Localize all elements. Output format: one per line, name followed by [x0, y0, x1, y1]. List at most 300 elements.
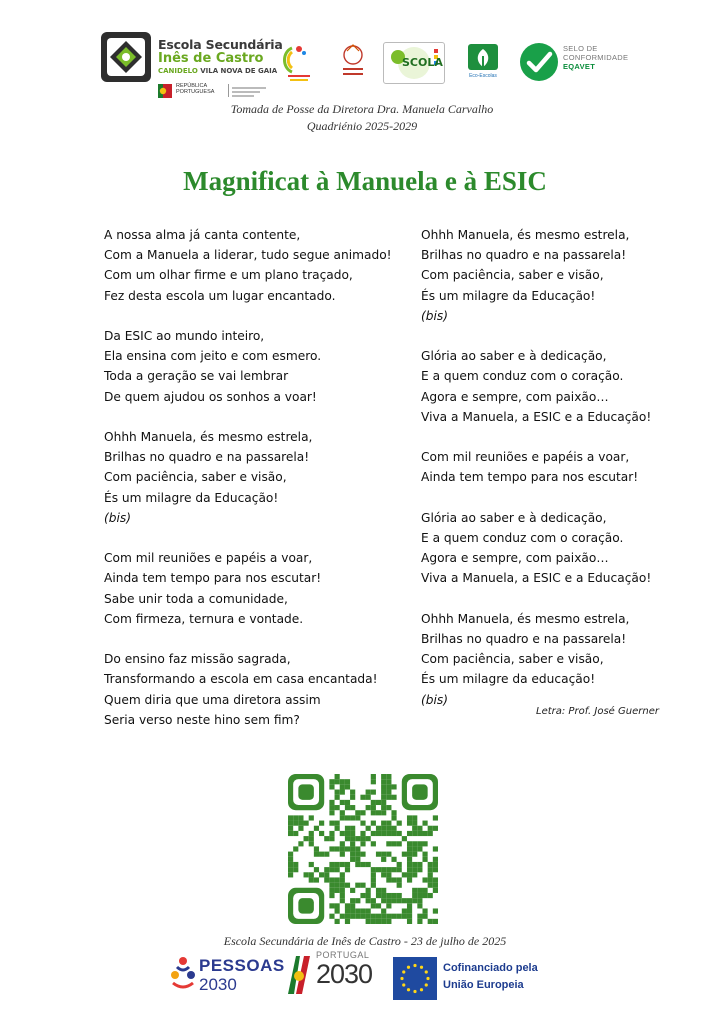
qr-module [391, 831, 396, 836]
qr-module [391, 810, 396, 815]
eu-star [402, 970, 405, 973]
stanza-gap [421, 326, 651, 346]
qr-module [329, 893, 334, 898]
lyrics-author: Letra: Prof. José Guerner [536, 706, 659, 717]
qr-module [309, 877, 314, 882]
qr-module [288, 831, 293, 836]
poem-line: Brilhas no quadro e na passarela! [421, 248, 627, 263]
qr-module [391, 826, 396, 831]
poem-line: Do ensino faz missão sagrada, [104, 652, 291, 667]
qr-module [407, 872, 412, 877]
qr-module [329, 877, 334, 882]
qr-module [381, 857, 386, 862]
qr-module [350, 846, 355, 851]
qr-module [355, 908, 360, 913]
school-name: Escola Secundária Inês de Castro CANIDELO VILA NOVA DE GAIA [158, 37, 283, 75]
qr-module [350, 841, 355, 846]
poem-line: Ainda tem tempo para nos escutar! [421, 470, 639, 485]
qr-module [428, 883, 433, 888]
qr-module [345, 883, 350, 888]
qr-module [366, 826, 371, 831]
qr-module [350, 815, 355, 820]
qr-module [298, 821, 303, 826]
qr-module [350, 903, 355, 908]
qr-module [371, 800, 376, 805]
qr-module [329, 831, 334, 836]
qr-module [381, 800, 386, 805]
qr-module [371, 877, 376, 882]
qr-module [350, 914, 355, 919]
poem-line: És um milagre da Educação! [104, 490, 279, 505]
stanza-gap [104, 407, 392, 427]
poem-line: A nossa alma já canta contente, [104, 228, 301, 242]
qr-module [288, 826, 293, 831]
qr-module [340, 779, 345, 784]
qr-module [335, 867, 340, 872]
qr-module [412, 846, 417, 851]
qr-module [329, 903, 334, 908]
qr-module [366, 898, 371, 903]
poem-line: Agora e sempre, com paixão… [421, 389, 609, 404]
qr-module [417, 826, 422, 831]
qr-finder-pattern [288, 774, 324, 810]
qr-module [397, 862, 402, 867]
qr-module [371, 883, 376, 888]
qr-module [324, 877, 329, 882]
qr-module [386, 867, 391, 872]
qr-module [340, 872, 345, 877]
qr-module [422, 893, 427, 898]
qr-module [371, 872, 376, 877]
qr-module [366, 836, 371, 841]
qr-module [412, 815, 417, 820]
qr-module [288, 815, 293, 820]
qr-module [355, 857, 360, 862]
poem-line: Sabe unir toda a comunidade, [104, 591, 288, 606]
qr-module [335, 826, 340, 831]
eu-cofinancing-label: Cofinanciado pela União Europeia [443, 962, 538, 991]
qr-module [340, 841, 345, 846]
qr-module [345, 862, 350, 867]
qr-module [371, 805, 376, 810]
qr-module [335, 795, 340, 800]
qr-module [386, 841, 391, 846]
subtitle-line-1: Tomada de Posse da Diretora Dra. Manuela Carvalho [230, 102, 494, 116]
qr-module [340, 815, 345, 820]
qr-module [433, 862, 438, 867]
qr-module [371, 841, 376, 846]
qr-module [345, 914, 350, 919]
poem-line: E a quem conduz com o coração. [421, 369, 624, 384]
qr-module [304, 836, 309, 841]
eu-star [400, 977, 403, 980]
qr-module [371, 898, 376, 903]
qr-module [345, 831, 350, 836]
qr-module [386, 784, 391, 789]
qr-module [350, 908, 355, 913]
qr-module [355, 914, 360, 919]
qr-module [319, 831, 324, 836]
qr-module [433, 919, 438, 924]
qr-module [360, 836, 365, 841]
qr-module [309, 841, 314, 846]
qr-module [360, 821, 365, 826]
qr-module [402, 836, 407, 841]
qr-module [345, 800, 350, 805]
qr-module [360, 831, 365, 836]
qr-module [391, 893, 396, 898]
qr-module [293, 846, 298, 851]
qr-module [335, 846, 340, 851]
poem-line: De quem ajudou os sonhos a voar! [104, 389, 317, 404]
poem-line: És um milagre da educação! [421, 672, 596, 687]
qr-module [397, 898, 402, 903]
poem-line: És um milagre da Educação! [421, 288, 596, 303]
qr-module [360, 810, 365, 815]
eco-escolas-label: Eco-Escolas [469, 73, 497, 79]
qr-module [402, 908, 407, 913]
footer-caption: Escola Secundária de Inês de Castro - 23 de julho de 2025 [223, 934, 507, 948]
poem-line: Ohhh Manuela, és mesmo estrela, [104, 430, 313, 444]
qr-module [433, 846, 438, 851]
stanza-gap [421, 427, 651, 447]
qr-module [376, 831, 381, 836]
qr-module [350, 826, 355, 831]
qr-code[interactable] [288, 774, 438, 924]
poem-line: Com paciência, saber e visão, [421, 268, 604, 283]
qr-module [417, 841, 422, 846]
qr-module [412, 841, 417, 846]
qr-module [309, 862, 314, 867]
qr-module [433, 826, 438, 831]
qr-module [381, 893, 386, 898]
qr-module [319, 821, 324, 826]
qr-module [345, 919, 350, 924]
qr-module [366, 919, 371, 924]
poem-line: Ohhh Manuela, és mesmo estrela, [421, 228, 630, 242]
poem-line: Seria verso neste hino sem fim? [104, 712, 300, 727]
eu-star [407, 988, 410, 991]
poem-line: Fez desta escola um lugar encantado. [104, 288, 336, 303]
qr-module [288, 862, 293, 867]
qr-module [381, 831, 386, 836]
qr-module [407, 877, 412, 882]
qr-module [355, 883, 360, 888]
qr-module [366, 862, 371, 867]
qr-module [340, 831, 345, 836]
poem-line: Agora e sempre, com paixão… [421, 551, 609, 566]
qr-module [391, 841, 396, 846]
poem-line: Brilhas no quadro e na passarela! [104, 450, 310, 465]
qr-module [335, 908, 340, 913]
qr-module [428, 877, 433, 882]
qr-module [417, 919, 422, 924]
poem-line: Quem diria que uma diretora assim [104, 692, 321, 707]
qr-module [345, 784, 350, 789]
qr-module [376, 852, 381, 857]
qr-module [386, 877, 391, 882]
qr-module [391, 914, 396, 919]
qr-module [417, 862, 422, 867]
qr-module [345, 908, 350, 913]
qr-module [422, 857, 427, 862]
repeat-marker: (bis) [421, 692, 448, 707]
qr-module [422, 852, 427, 857]
pessoas-2030-icon [169, 955, 199, 995]
qr-module [397, 883, 402, 888]
saudavel-seal-label: SCOLA [402, 56, 443, 69]
poem-line: Com paciência, saber e visão, [104, 470, 287, 485]
qr-module [428, 872, 433, 877]
qr-module [329, 800, 334, 805]
poem-line: Com mil reuniões e papéis a voar, [104, 551, 313, 566]
escola-saudavel-seal [383, 42, 445, 84]
qr-module [407, 898, 412, 903]
qr-module [412, 888, 417, 893]
stanza-gap [421, 589, 651, 609]
qr-module [376, 919, 381, 924]
qr-module [340, 846, 345, 851]
qr-module [360, 852, 365, 857]
qr-module [360, 841, 365, 846]
poem-line: Com mil reuniões e papéis a voar, [421, 450, 630, 465]
qr-module [314, 846, 319, 851]
qr-module [407, 919, 412, 924]
qr-module [350, 790, 355, 795]
qr-module [298, 841, 303, 846]
qr-module [340, 914, 345, 919]
qr-module [386, 779, 391, 784]
qr-module [391, 877, 396, 882]
qr-module [335, 774, 340, 779]
qr-module [288, 857, 293, 862]
qr-module [329, 914, 334, 919]
poem-line: Glória ao saber e à dedicação, [421, 510, 607, 525]
qr-module [345, 826, 350, 831]
qr-module [417, 831, 422, 836]
qr-module [288, 872, 293, 877]
qr-module [412, 862, 417, 867]
eu-star [425, 983, 428, 986]
qr-module [417, 914, 422, 919]
portugal-2030-icon [286, 952, 314, 996]
republic-divider [228, 84, 229, 97]
poem-line: Toda a geração se vai lembrar [104, 369, 289, 384]
qr-module [376, 867, 381, 872]
qr-module [360, 795, 365, 800]
qr-module [428, 826, 433, 831]
qr-module [386, 774, 391, 779]
qr-module [345, 815, 350, 820]
poem-line: E a quem conduz com o coração. [421, 531, 624, 545]
qr-module [417, 888, 422, 893]
qr-module [360, 908, 365, 913]
qr-module [381, 914, 386, 919]
qr-module [355, 846, 360, 851]
qr-module [381, 779, 386, 784]
qr-module [340, 810, 345, 815]
qr-module [391, 898, 396, 903]
escola-saudavel-award-icon [278, 42, 326, 82]
poem-right-column [421, 225, 651, 710]
page-title: Magnificat à Manuela e à ESIC [183, 166, 547, 196]
qr-module [391, 795, 396, 800]
qr-module [381, 795, 386, 800]
poem-line: Transformando a escola em casa encantada! [104, 672, 378, 687]
qr-module [381, 898, 386, 903]
poem-line: Da ESIC ao mundo inteiro, [104, 329, 265, 343]
qr-module [397, 867, 402, 872]
qr-module [340, 898, 345, 903]
qr-module [366, 888, 371, 893]
qr-module [407, 908, 412, 913]
qr-module [350, 898, 355, 903]
school-logo-icon [100, 31, 152, 83]
qr-module [335, 821, 340, 826]
poem-line: Glória ao saber e à dedicação, [421, 349, 607, 364]
qr-module [366, 893, 371, 898]
qr-module [350, 857, 355, 862]
qr-module [340, 800, 345, 805]
qr-module [397, 893, 402, 898]
qr-module [412, 826, 417, 831]
qr-module [428, 862, 433, 867]
qr-module [422, 831, 427, 836]
poem-line: Viva a Manuela, a ESIC e a Educação! [421, 409, 652, 424]
qr-module [397, 821, 402, 826]
poem-line: Ohhh Manuela, és mesmo estrela, [421, 611, 630, 626]
qr-module [366, 805, 371, 810]
eco-escolas-flag-icon [462, 42, 504, 74]
qr-module [422, 841, 427, 846]
qr-finder-pattern [402, 774, 438, 810]
poem-line: Com um olhar firme e um plano traçado, [104, 268, 353, 283]
qr-module [293, 862, 298, 867]
qr-module [329, 867, 334, 872]
qr-module [293, 815, 298, 820]
qr-module [381, 774, 386, 779]
qr-module [412, 867, 417, 872]
qr-module [397, 914, 402, 919]
qr-module [350, 805, 355, 810]
qr-module [386, 805, 391, 810]
eu-star [407, 966, 410, 969]
eu-star [413, 990, 416, 993]
qr-module [428, 919, 433, 924]
qr-module [355, 852, 360, 857]
qr-module [329, 810, 334, 815]
qr-module [314, 877, 319, 882]
qr-module [433, 908, 438, 913]
poem-line: Com firmeza, ternura e vontade. [104, 611, 304, 626]
qr-module [360, 883, 365, 888]
qr-module [422, 908, 427, 913]
qr-module [355, 898, 360, 903]
republic-emblem-icon [158, 84, 172, 98]
qr-module [371, 903, 376, 908]
qr-module [386, 826, 391, 831]
qr-module [309, 831, 314, 836]
qr-module [376, 800, 381, 805]
qr-module [340, 790, 345, 795]
qr-module [340, 877, 345, 882]
qr-module [407, 841, 412, 846]
qr-module [386, 831, 391, 836]
qr-module [412, 852, 417, 857]
qr-module [381, 872, 386, 877]
qr-module [345, 867, 350, 872]
qr-module [417, 903, 422, 908]
qr-module [402, 898, 407, 903]
portugal-2030-label: PORTUGAL 2030 [316, 950, 373, 989]
qr-module [371, 867, 376, 872]
qr-module [407, 867, 412, 872]
qr-module [309, 836, 314, 841]
qr-module [376, 810, 381, 815]
qr-module [314, 826, 319, 831]
qr-module [324, 872, 329, 877]
qr-module [329, 883, 334, 888]
eqavet-seal-label: SELO DE CONFORMIDADE EQAVET [563, 44, 629, 71]
qr-module [314, 867, 319, 872]
qr-module [407, 857, 412, 862]
qr-module [360, 914, 365, 919]
qr-module [329, 836, 334, 841]
qr-module [386, 872, 391, 877]
qr-module [397, 831, 402, 836]
qr-module [412, 831, 417, 836]
qr-module [304, 872, 309, 877]
qr-module [304, 821, 309, 826]
qr-module [381, 867, 386, 872]
stanza-gap [104, 306, 392, 326]
poem-line: Brilhas no quadro e na passarela! [421, 632, 627, 646]
qr-module [340, 888, 345, 893]
qr-module [381, 888, 386, 893]
qr-module [329, 888, 334, 893]
qr-module [371, 831, 376, 836]
qr-module [350, 831, 355, 836]
poem-line: Ela ensina com jeito e com esmero. [104, 349, 322, 364]
qr-module [381, 908, 386, 913]
pessoas-2030-label: PESSOAS 2030 [199, 956, 285, 994]
poem-left-column [104, 225, 392, 730]
qr-module [340, 862, 345, 867]
qr-module [329, 779, 334, 784]
eu-star [426, 977, 429, 980]
qr-module [319, 852, 324, 857]
qr-module [391, 815, 396, 820]
qr-module [376, 826, 381, 831]
qr-module [381, 805, 386, 810]
qr-module [381, 826, 386, 831]
qr-module [428, 867, 433, 872]
qr-module [360, 862, 365, 867]
qr-module [288, 867, 293, 872]
qr-module [381, 919, 386, 924]
qr-module [350, 836, 355, 841]
qr-module [355, 815, 360, 820]
qr-module [386, 898, 391, 903]
qr-module [386, 821, 391, 826]
qr-module [376, 914, 381, 919]
qr-module [422, 877, 427, 882]
qr-module [288, 852, 293, 857]
qr-module [335, 877, 340, 882]
repeat-marker: (bis) [104, 510, 131, 525]
qr-module [402, 872, 407, 877]
qr-module [412, 821, 417, 826]
